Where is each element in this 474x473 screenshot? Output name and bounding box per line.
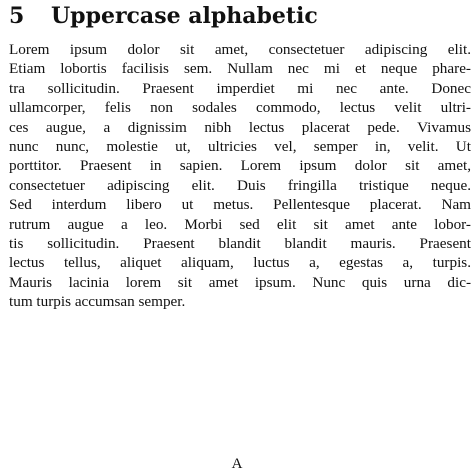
paragraph-line-12: lectus tellus, aliquet aliquam, luctus a, egestas a, turpis. [9, 254, 471, 272]
body-paragraph [9, 40, 471, 311]
paragraph-line-5: ces augue, a dignissim nibh lectus placerat pede. Vivamus [9, 118, 471, 136]
section-heading [9, 2, 318, 30]
paragraph-line-4: ullamcorper, felis non sodales commodo, lectus velit ultri- [9, 99, 471, 117]
section-title: Uppercase alphabetic [51, 3, 318, 29]
paragraph-line-3: tra sollicitudin. Praesent imperdiet mi nec ante. Donec [9, 79, 471, 97]
paragraph-line-9: Sed interdum libero ut metus. Pellentesque placerat. Nam [9, 196, 471, 214]
paragraph-line-10: rutrum augue a leo. Morbi sed elit sit amet ante lobor- [9, 215, 471, 233]
paragraph-line-1: Lorem ipsum dolor sit amet, consectetuer adipiscing elit. [9, 41, 471, 58]
paragraph-line-7: porttitor. Praesent in sapien. Lorem ipsum dolor sit amet, [9, 157, 471, 175]
page-number: A [231, 456, 243, 472]
paragraph-line-6: nunc nunc, molestie ut, ultricies vel, semper in, velit. Ut [9, 137, 471, 155]
paragraph-line-13: Mauris lacinia lorem sit amet ipsum. Nunc quis urna dic- [9, 273, 471, 291]
paragraph-line-8: consectetuer adipiscing elit. Duis fringilla tristique neque. [9, 176, 471, 194]
paragraph-line-11: tis sollicitudin. Praesent blandit blandit mauris. Praesent [9, 234, 471, 252]
paragraph-line-14: tum turpis accumsan semper. [9, 293, 186, 311]
section-number: 5 [9, 3, 25, 29]
paragraph-line-2: Etiam lobortis facilisis sem. Nullam nec mi et neque phare- [9, 60, 471, 78]
